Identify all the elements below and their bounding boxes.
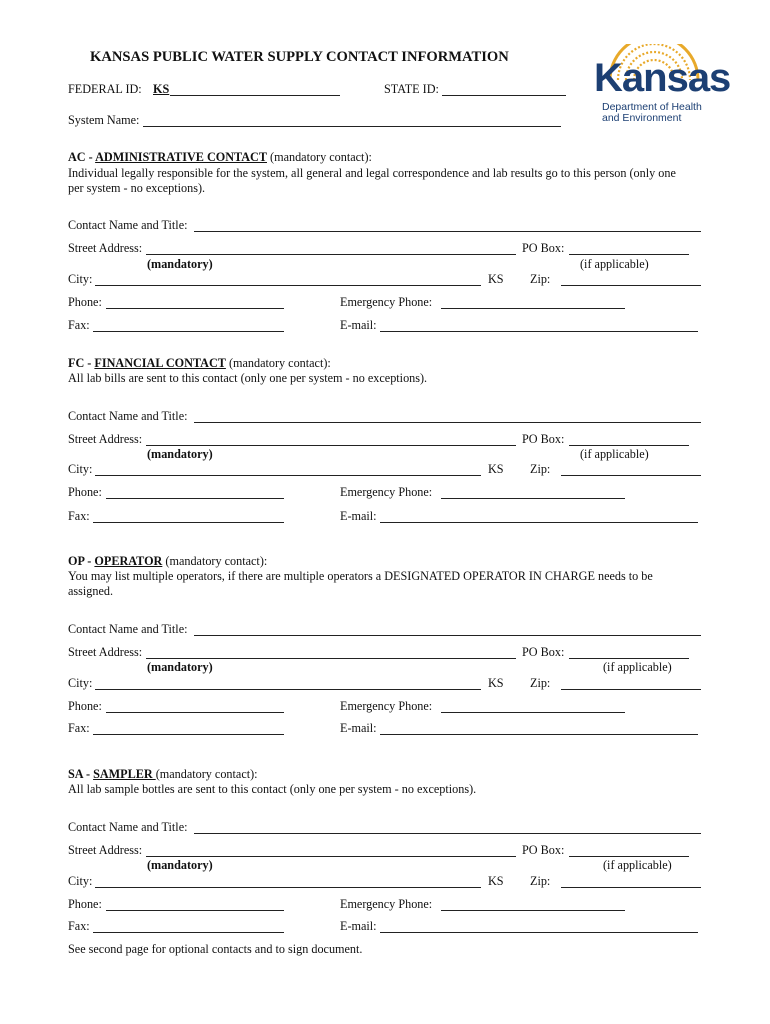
ac-email-label: E-mail: [340,318,377,332]
federal-id-value: KS [153,82,170,96]
op-phone-field[interactable] [106,712,284,713]
fc-zip-label: Zip: [530,462,551,476]
sa-street-label: Street Address: [68,843,143,857]
ac-email-field[interactable] [380,331,698,332]
sa-state: KS [488,874,504,888]
sa-pobox-field[interactable] [569,856,689,857]
sa-description-1: All lab sample bottles are sent to this contact (only one per system - no exceptions). [68,782,477,796]
ac-street-mandatory: (mandatory) [147,257,213,271]
ac-emergency-phone-label: Emergency Phone: [340,295,433,309]
op-name: OPERATOR [94,554,163,568]
op-pobox-label: PO Box: [522,645,565,659]
fc-city-field[interactable] [95,475,481,476]
fc-email-label: E-mail: [340,509,377,523]
federal-id-field[interactable] [170,95,340,96]
op-email-label: E-mail: [340,721,377,735]
sa-street-field[interactable] [146,856,516,857]
ac-heading [68,151,372,163]
fc-pobox-label: PO Box: [522,432,565,446]
sa-emergency-phone-field[interactable] [441,910,625,911]
op-fax-field[interactable] [93,734,284,735]
op-description-1: You may list multiple operators, if there are multiple operators a DESIGNATED OPERATOR IN CHARGE needs to be [68,569,653,583]
ac-phone-field[interactable] [106,308,284,309]
fc-state: KS [488,462,504,476]
fc-description-1: All lab bills are sent to this contact (only one per system - no exceptions). [68,371,428,385]
fc-city-label: City: [68,462,93,476]
fc-contact-name-field[interactable] [194,422,701,423]
op-heading [68,555,267,567]
logo-subtitle-2: and Environment [602,112,682,124]
sa-zip-label: Zip: [530,874,551,888]
fc-phone-field[interactable] [106,498,284,499]
sa-contact-name-label: Contact Name and Title: [68,820,188,834]
fc-name: FINANCIAL CONTACT [94,356,226,370]
fc-heading [68,357,331,369]
op-pobox-if-applicable: (if applicable) [603,660,672,674]
ac-state: KS [488,272,504,286]
sa-emergency-phone-label: Emergency Phone: [340,897,433,911]
sa-note: (mandatory contact): [155,767,258,781]
ac-fax-label: Fax: [68,318,90,332]
fc-street-mandatory: (mandatory) [147,447,213,461]
op-street-label: Street Address: [68,645,143,659]
sa-city-field[interactable] [95,887,481,888]
op-zip-field[interactable] [561,689,701,690]
op-email-field[interactable] [380,734,698,735]
op-street-mandatory: (mandatory) [147,660,213,674]
ac-pobox-label: PO Box: [522,241,565,255]
sa-email-label: E-mail: [340,919,377,933]
op-zip-label: Zip: [530,676,551,690]
ac-contact-name-label: Contact Name and Title: [68,218,188,232]
sa-fax-field[interactable] [93,932,284,933]
fc-pobox-if-applicable: (if applicable) [580,447,649,461]
ac-zip-field[interactable] [561,285,701,286]
state-id-field[interactable] [442,95,566,96]
footer-note: See second page for optional contacts and to sign document. [68,942,363,956]
sa-heading [68,768,258,780]
system-name-field[interactable] [143,126,561,127]
fc-code: FC - [68,356,95,370]
state-id-label: STATE ID: [384,82,439,96]
op-city-label: City: [68,676,93,690]
fc-phone-label: Phone: [68,485,102,499]
op-fax-label: Fax: [68,721,90,735]
sa-name: SAMPLER [93,767,156,781]
fc-fax-field[interactable] [93,522,284,523]
ac-pobox-if-applicable: (if applicable) [580,257,649,271]
ac-zip-label: Zip: [530,272,551,286]
ac-city-label: City: [68,272,93,286]
sa-pobox-if-applicable: (if applicable) [603,858,672,872]
sa-zip-field[interactable] [561,887,701,888]
fc-street-field[interactable] [146,445,516,446]
federal-id-label: FEDERAL ID: [68,82,142,96]
ac-fax-field[interactable] [93,331,284,332]
kdhe-logo [588,44,731,128]
op-pobox-field[interactable] [569,658,689,659]
op-code: OP - [68,554,95,568]
op-street-field[interactable] [146,658,516,659]
sa-fax-label: Fax: [68,919,90,933]
sa-street-mandatory: (mandatory) [147,858,213,872]
ac-description-1: Individual legally responsible for the system, all general and legal correspondence and lab results go to this person (only one [68,166,676,180]
sa-phone-field[interactable] [106,910,284,911]
sa-email-field[interactable] [380,932,698,933]
system-name-label: System Name: [68,113,140,127]
logo-subtitle-1: Department of Health [602,101,702,113]
op-state: KS [488,676,504,690]
ac-pobox-field[interactable] [569,254,689,255]
ac-note: (mandatory contact): [266,150,372,164]
op-contact-name-field[interactable] [194,635,701,636]
fc-note: (mandatory contact): [225,356,331,370]
fc-street-label: Street Address: [68,432,143,446]
ac-contact-name-field[interactable] [194,231,701,232]
ac-street-label: Street Address: [68,241,143,255]
op-emergency-phone-label: Emergency Phone: [340,699,433,713]
fc-email-field[interactable] [380,522,698,523]
ac-code: AC - [68,150,96,164]
op-city-field[interactable] [95,689,481,690]
fc-contact-name-label: Contact Name and Title: [68,409,188,423]
sa-code: SA - [68,767,94,781]
ac-street-field[interactable] [146,254,516,255]
page-title: KANSAS PUBLIC WATER SUPPLY CONTACT INFORMATION [90,49,509,65]
fc-pobox-field[interactable] [569,445,689,446]
fc-emergency-phone-label: Emergency Phone: [340,485,433,499]
op-note: (mandatory contact): [162,554,268,568]
fc-zip-field[interactable] [561,475,701,476]
sa-phone-label: Phone: [68,897,102,911]
ac-city-field[interactable] [95,285,481,286]
sa-pobox-label: PO Box: [522,843,565,857]
logo-wordmark: Kansas [594,56,731,100]
fc-emergency-phone-field[interactable] [441,498,625,499]
ac-phone-label: Phone: [68,295,102,309]
sa-contact-name-field[interactable] [194,833,701,834]
op-emergency-phone-field[interactable] [441,712,625,713]
op-description-2: assigned. [68,584,114,598]
fc-fax-label: Fax: [68,509,90,523]
sa-city-label: City: [68,874,93,888]
ac-description-2: per system - no exceptions). [68,181,206,195]
ac-name: ADMINISTRATIVE CONTACT [95,150,267,164]
ac-emergency-phone-field[interactable] [441,308,625,309]
op-contact-name-label: Contact Name and Title: [68,622,188,636]
op-phone-label: Phone: [68,699,102,713]
